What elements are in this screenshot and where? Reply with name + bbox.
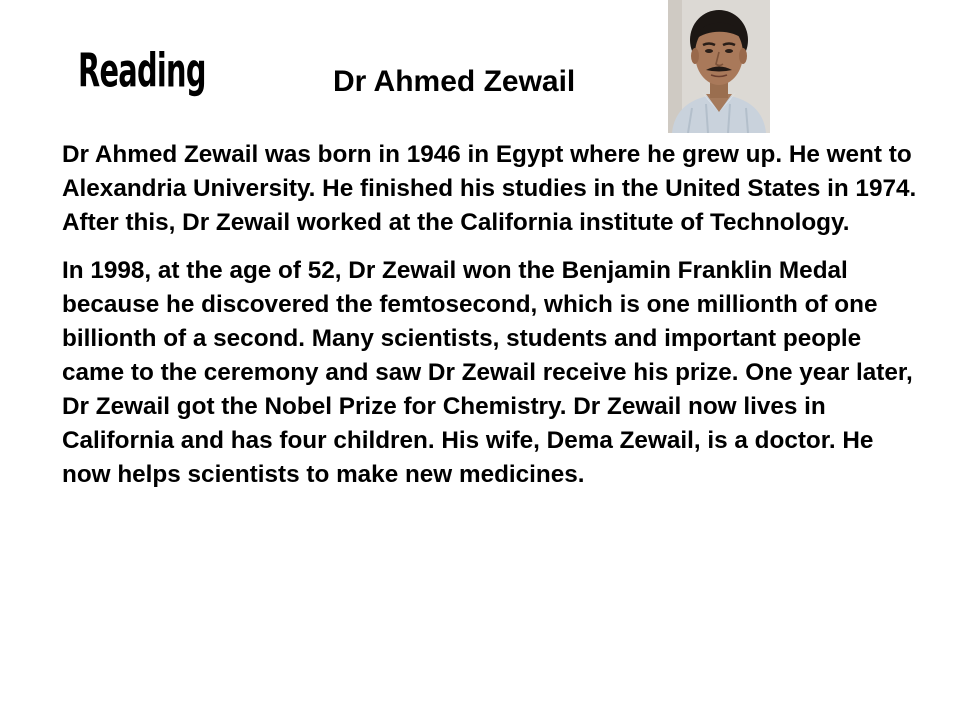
portrait-photo (668, 0, 770, 133)
paragraph-2: In 1998, at the age of 52, Dr Zewail won the Benjamin Franklin Medal because he discovered the femtosecond, which is one millionth of one billionth of a second. Many scientists, students and important people came to the ceremony and saw Dr Zewail receive his prize. One year later, Dr Zewail got the Nobel Prize for Chemistry. Dr Zewail now lives in California and has four children. His wife, Dema Zewail, is a doctor. He now helps scientists to make new medicines. (62, 257, 913, 488)
paragraph-1: Dr Ahmed Zewail was born in 1946 in Egypt where he grew up. He went to Alexandria University. He finished his studies in the United States in 1974. After this, Dr Zewail worked at the California institute of Technology. (62, 141, 917, 236)
page-title: Dr Ahmed Zewail (333, 65, 576, 98)
reading-badge: Reading (78, 44, 206, 98)
article-body (62, 138, 922, 492)
person-photo-icon (668, 0, 770, 133)
